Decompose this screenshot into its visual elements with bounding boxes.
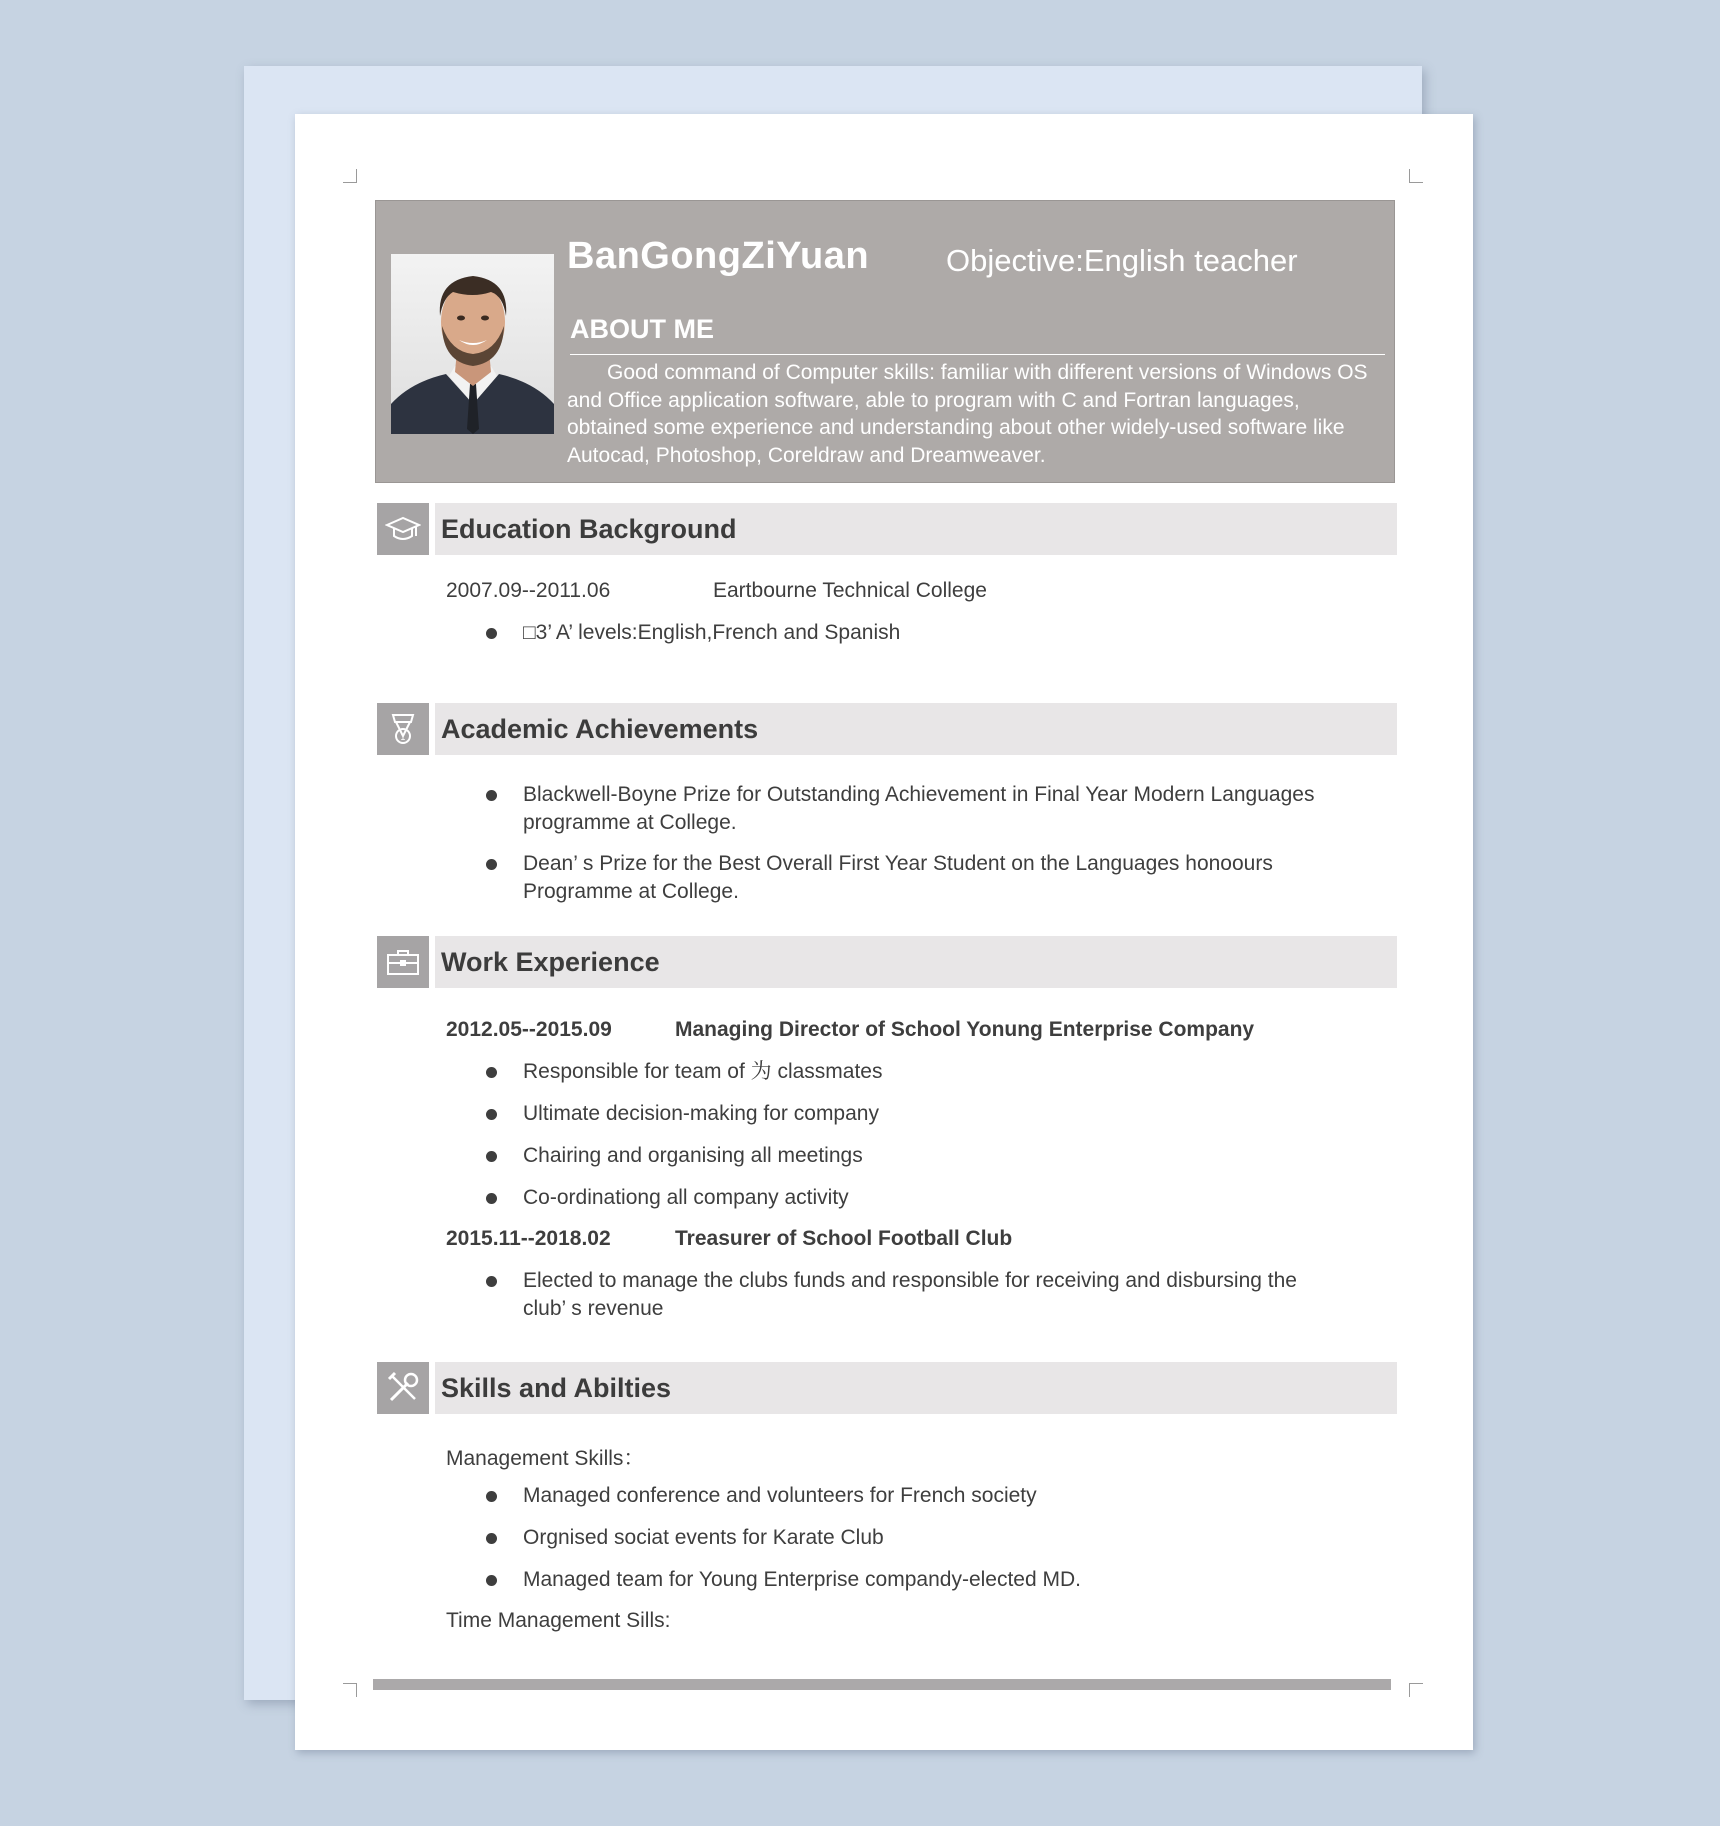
job-item: Chairing and organising all meetings <box>523 1144 863 1167</box>
academic-heading: Academic Achievements <box>441 714 759 744</box>
crop-mark-bottom-right <box>1409 1683 1423 1697</box>
bullet-dot <box>486 1491 497 1502</box>
job-item: Co-ordinationg all company activity <box>523 1186 849 1209</box>
bullet-dot <box>486 1575 497 1586</box>
profile-photo <box>391 254 554 434</box>
skill-item: Managed team for Young Enterprise compandy-elected MD. <box>523 1568 1081 1591</box>
academic-item: Blackwell-Boyne Prize for Outstanding Achievement in Final Year Modern Languages programme at College. <box>523 783 1315 834</box>
crop-mark-top-right <box>1409 169 1423 183</box>
education-item: □3’ A’ levels:English,French and Spanish <box>523 621 901 644</box>
job-role: Managing Director of School Yonung Enterprise Company <box>675 1018 1255 1041</box>
time-management-label: Time Management Sills: <box>446 1609 671 1632</box>
education-school: Eartbourne Technical College <box>713 579 987 602</box>
bullet-dot <box>486 1067 497 1078</box>
skill-item: Orgnised sociat events for Karate Club <box>523 1526 884 1549</box>
bullet-dot <box>486 628 497 639</box>
job-item: Ultimate decision-making for company <box>523 1102 879 1125</box>
bullet-dot <box>486 790 497 801</box>
bullet-dot <box>486 859 497 870</box>
objective-text: Objective:English teacher <box>946 243 1298 278</box>
bullet-dot <box>486 1109 497 1120</box>
job-item: Elected to manage the clubs funds and responsible for receiving and disbursing the club’ s revenue <box>523 1269 1297 1320</box>
academic-item: Dean’ s Prize for the Best Overall First Year Student on the Languages honoours Programme at College. <box>523 852 1273 903</box>
work-heading: Work Experience <box>441 947 660 977</box>
about-me-heading: ABOUT ME <box>570 314 714 344</box>
education-period: 2007.09--2011.06 <box>446 579 611 602</box>
bullet-dot <box>486 1276 497 1287</box>
briefcase-icon <box>377 936 429 988</box>
graduation-cap-icon <box>377 503 429 555</box>
job-item: Responsible for team of 为 classmates <box>523 1060 883 1083</box>
about-divider <box>570 354 1385 355</box>
candidate-name: BanGongZiYuan <box>567 235 870 277</box>
crop-mark-top-left <box>343 169 357 183</box>
bullet-dot <box>486 1533 497 1544</box>
management-skills-label: Management Skills： <box>446 1447 645 1470</box>
resume-page <box>295 114 1473 1750</box>
resume-header <box>375 200 1395 483</box>
education-heading: Education Background <box>441 514 737 544</box>
trophy-icon <box>377 703 429 755</box>
about-me-text: Good command of Computer skills: familiar with different versions of Windows OS and Office application software, able to program with C and Fortran languages, obtained some experience and understanding about other widely-used software like Autocad, Photoshop, Coreldraw and Dreamweaver. <box>567 361 1368 467</box>
bullet-dot <box>486 1193 497 1204</box>
job-period: 2015.11--2018.02 <box>446 1227 611 1250</box>
job-role: Treasurer of School Football Club <box>675 1227 1013 1250</box>
bullet-dot <box>486 1151 497 1162</box>
job-period: 2012.05--2015.09 <box>446 1018 612 1041</box>
footer-bar <box>373 1679 1391 1690</box>
skill-item: Managed conference and volunteers for French society <box>523 1484 1037 1507</box>
crop-mark-bottom-left <box>343 1683 357 1697</box>
skills-heading: Skills and Abilties <box>441 1373 672 1403</box>
tools-icon <box>377 1362 429 1414</box>
svg-text:1: 1 <box>400 733 406 743</box>
